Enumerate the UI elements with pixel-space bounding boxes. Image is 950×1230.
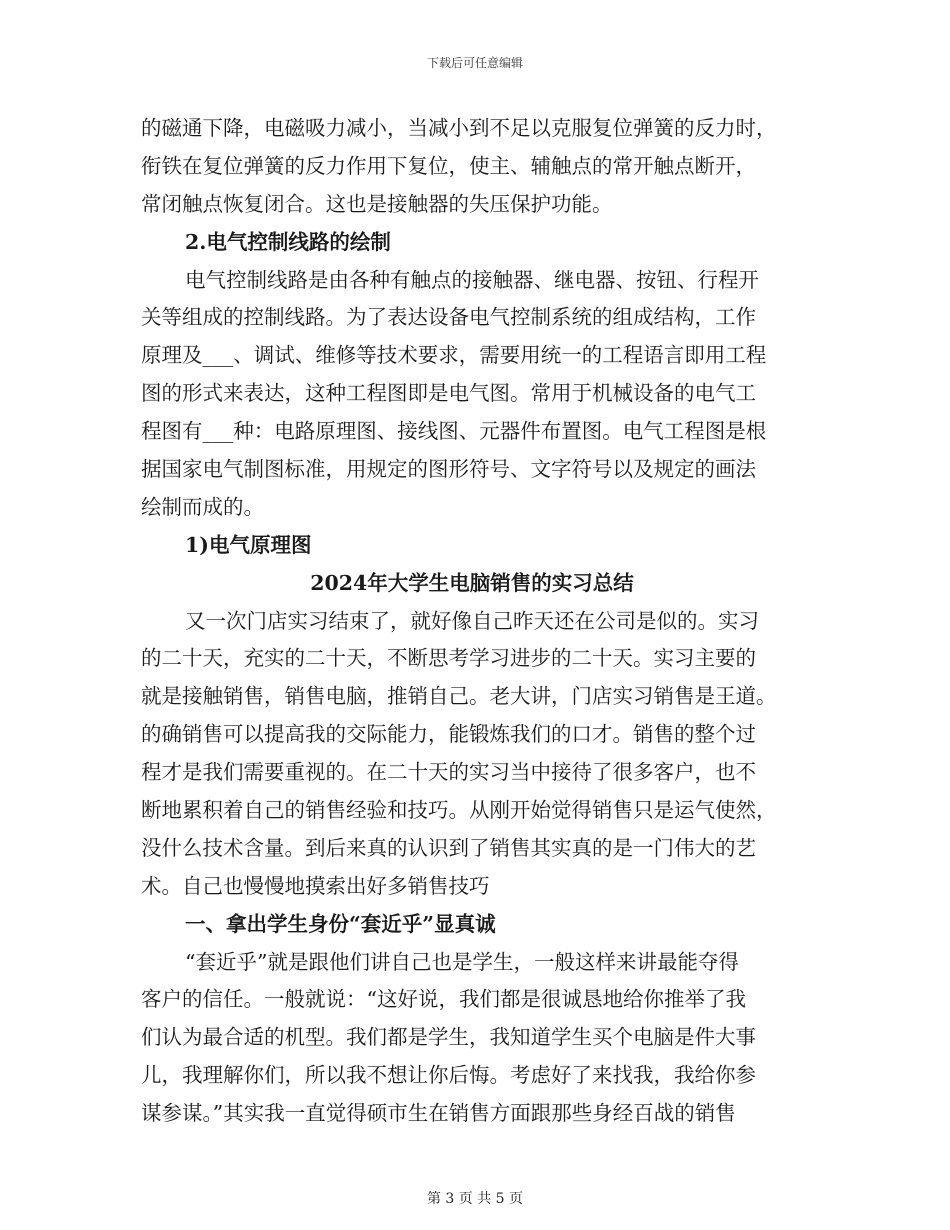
paragraph-line: 程图有___种：电路原理图、接线图、元器件布置图。电气工程图是根 (141, 419, 767, 444)
paragraph-line: “套近乎”就是跟他们讲自己也是学生，一般这样来讲最能夺得 (185, 949, 739, 974)
paragraph-line: 又一次门店实习结束了，就好像自己昨天还在公司是似的。实习 (185, 608, 759, 633)
paragraph-line: 据国家电气制图标准，用规定的图形符号、文字符号以及规定的画法 (141, 457, 756, 482)
document-title: 2024年大学生电脑销售的实习总结 (310, 570, 634, 595)
paragraph-line: 客户的信任。一般就说：“这好说，我们都是很诚恳地给你推举了我 (141, 987, 746, 1012)
paragraph-line: 断地累积着自己的销售经验和技巧。从刚开始觉得销售只是运气使然， (141, 798, 777, 823)
subsection-heading: 1)电气原理图 (185, 532, 312, 557)
paragraph-line: 儿，我理解你们，所以我不想让你后悔。考虑好了来找我，我给你参 (141, 1063, 756, 1088)
page-footer: 第 3 页 共 5 页 (426, 1191, 524, 1207)
document-body (141, 110, 803, 1133)
paragraph-line: 图的形式来表达，这种工程图即是电气图。常用于机械设备的电气工 (141, 381, 756, 406)
paragraph-line: 电气控制线路是由各种有触点的接触器、继电器、按钮、行程开 (185, 267, 759, 292)
paragraph-line: 绘制而成的。 (141, 494, 264, 519)
paragraph-line: 原理及___、调试、维修等技术要求，需要用统一的工程语言即用工程 (141, 343, 767, 368)
paragraph-line: 没什么技术含量。到后来真的认识到了销售其实真的是一门伟大的艺 (141, 835, 756, 860)
paragraph-line: 关等组成的控制线路。为了表达设备电气控制系统的组成结构，工作 (141, 305, 756, 330)
paragraph-line: 的二十天，充实的二十天，不断思考学习进步的二十天。实习主要的 (141, 646, 756, 671)
paragraph-line: 常闭触点恢复闭合。这也是接触器的失压保护功能。 (141, 191, 613, 216)
paragraph-line: 程才是我们需要重视的。在二十天的实习当中接待了很多客户，也不 (141, 760, 756, 785)
paragraph-line: 的确销售可以提高我的交际能力，能锻炼我们的口才。销售的整个过 (141, 722, 756, 747)
page-header: 下载后可任意编辑 (426, 56, 523, 70)
section-heading: 2.电气控制线路的绘制 (185, 229, 391, 254)
section-heading: 一、拿出学生身份“套近乎”显真诚 (185, 911, 496, 936)
paragraph-line: 术。自己也慢慢地摸索出好多销售技巧 (141, 873, 490, 898)
paragraph-line: 的磁通下降，电磁吸力减小，当减小到不足以克服复位弹簧的反力时， (141, 116, 777, 140)
paragraph-line: 谋参谋。”其实我一直觉得硕市生在销售方面跟那些身经百战的销售 (141, 1101, 736, 1126)
paragraph-line: 就是接触销售，销售电脑，推销自己。老大讲，门店实习销售是王道。 (141, 684, 777, 709)
paragraph-line: 们认为最合适的机型。我们都是学生，我知道学生买个电脑是件大事 (141, 1025, 756, 1050)
paragraph-line: 衔铁在复位弹簧的反力作用下复位，使主、辅触点的常开触点断开， (141, 153, 756, 178)
